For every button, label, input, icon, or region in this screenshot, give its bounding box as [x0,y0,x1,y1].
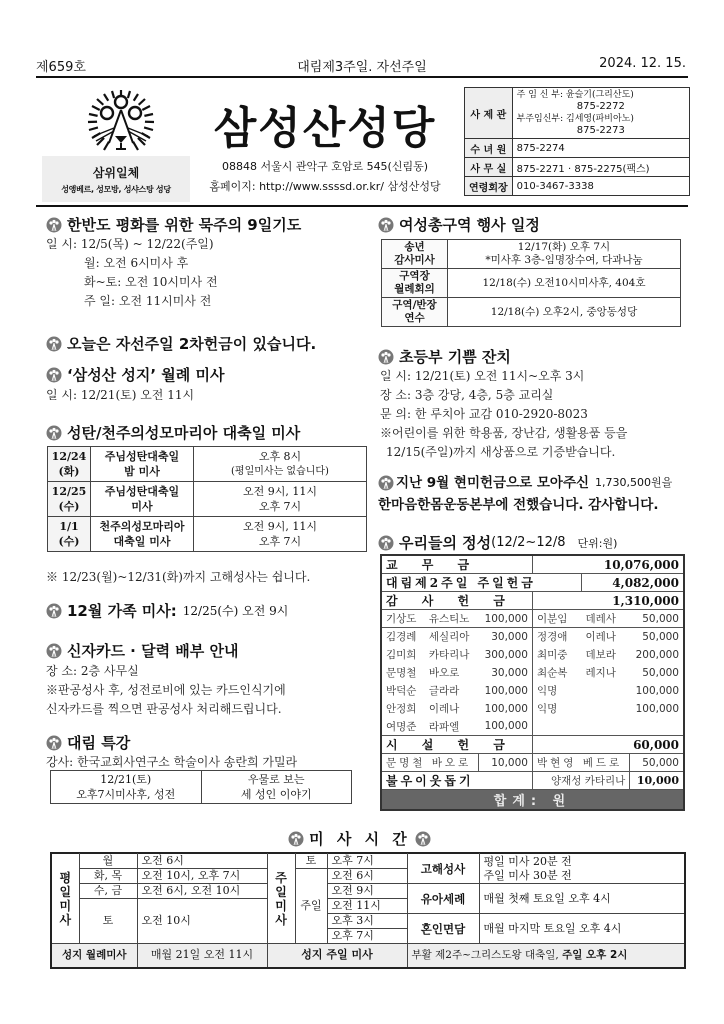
trinity-title: 삼위일체 [92,166,140,180]
christmas-mass-table [47,446,367,552]
offerings-table [380,554,685,811]
emblem-icon [378,349,394,365]
trinity-box [42,156,190,202]
section-cards-body: 장 소: 2층 사무실 ※판공성사 후, 성전로비에 있는 카드인식기에 신자카드를 찍으면 판공성사 처리해드립니다. [46,664,286,716]
shrine-date: 일 시: 12/21(토) 오전 11시 [46,388,195,402]
donor-row: 안정희 이레나 100,000 익명 100,000 [381,700,684,718]
rice-offering-notice: 지난 9월 현미헌금으로 모아주신 1,730,500원을 한마음한몸운동본부에 전했습니다. 감사합니다. [378,475,673,513]
novena-monday: 월: 오전 6시미사 후 [84,256,189,270]
table-row: 12/24 (화) 주님성탄대축일 밤 미사 오후 8시 (평일미사는 없습니다) [48,447,367,482]
council-label: 연령회장 [465,177,513,196]
church-address: 08848 서울시 관악구 호암로 545(신림동) [221,160,429,173]
family-mass-date: 12/25(수) 오전 9시 [182,604,289,618]
table-row: 12/25 (수) 주님성탄대축일 미사 오전 9시, 11시 오후 7시 [48,482,367,517]
table-row: 불우이웃돕기 양재성 카타리나 10,000 [381,772,684,790]
novena-sunday: 주 일: 오전 11시미사 전 [84,294,212,308]
section-family-mass: 12월 가족 미사: 12/25(수) 오전 9시 [46,600,288,621]
emblem-icon [378,217,394,233]
section-offerings-heading: 우리들의 정성 (12/2~12/8 단위:원) [378,532,617,553]
section-shrine-heading: ‘삼성산 성지’ 월례 미사 [46,364,224,385]
section-children-body: 일 시: 12/21(토) 오전 11시~오후 3시 장 소: 3층 강당, 4층, 5층 교리실 문 의: 한 루치아 교감 010-2920-8023 ※어린이를 위한 학용품, 장난감, 생활용품 등을 12/15(주일)까지 새상품으로 기증받습니다. [380,369,628,459]
header-divider [36,205,688,207]
donor-row: 문명철 바오로 10,000 박현영 베드로 50,000 [381,754,684,772]
table-row: 대림제2주일 주일헌금 4,082,000 [381,574,684,592]
issue-date: 2024. 12. 15. [599,56,686,71]
novena-dates: 일 시: 12/5(목) ~ 12/22(주일) [46,237,214,251]
emblem-icon [288,831,304,847]
issue-header [36,52,688,78]
women-events-table [381,239,681,327]
emblem-icon [415,831,431,847]
assistant-name: 부주임신부: 김세영(파비아노) [516,114,634,124]
issue-number: 제659호 [36,60,86,75]
table-row: 구역/반장 연수 12/18(수) 오후2시, 중앙동성당 [382,298,681,327]
liturgical-week: 대림제3주일. 자선주일 [297,60,427,75]
emblem-icon [46,367,62,383]
trinity-subtitle: 성앵베르, 성모방, 성샤스탕 성당 [61,185,171,194]
lecture-table [50,770,352,804]
rectory-label: 사 제 관 [465,88,513,139]
convent-phone: 875-2274 [512,139,689,158]
emblem-icon [46,425,62,441]
section-women-heading: 여성총구역 행사 일정 [378,214,540,235]
contact-row-office [465,158,690,177]
donor-row: 김경례 세실리아 30,000 정경애 이레나 50,000 [381,628,684,646]
section-lecture-heading: 대림 특강 [46,732,130,753]
table-row: 구역장 월례회의 12/18(수) 오전10시미사후, 404호 [382,269,681,298]
pastor-phone: 875-2272 [576,101,625,112]
contact-row-convent [465,139,690,158]
donor-row: 박덕순 글라라 100,000 익명 100,000 [381,682,684,700]
pastor-name: 주 임 신 부: 윤슬기(그리산도) [516,90,634,100]
total-row: 합계: 원 [381,790,684,811]
section-collection-heading: 오늘은 자선주일 2차헌금이 있습니다. [46,333,316,354]
table-row: 교 무 금 10,076,000 [381,555,684,574]
section-novena-heading: 한반도 평화를 위한 묵주의 9일기도 [46,214,301,235]
convent-label: 수 녀 원 [465,139,513,158]
section-mass-times-heading: 미 사 시 간 [0,828,724,849]
emblem-icon [46,603,62,619]
contacts-table [464,87,690,196]
lecture-speaker: 강사: 한국교회사연구소 학술이사 송란희 가밀라 [46,755,298,769]
donor-row: 문명철 바오로 30,000 최순복 레지나 50,000 [381,664,684,682]
novena-weekday: 화~토: 오전 10시미사 전 [84,275,218,289]
table-row: 시 설 헌 금 60,000 [381,736,684,754]
table-row: 1/1 (수) 천주의성모마리아 대축일 미사 오전 9시, 11시 오후 7시 [48,517,367,552]
table-row: 감 사 헌 금 1,310,000 [381,592,684,610]
table-row: 송년 감사미사 12/17(화) 오후 7시 *미사후 3층-임명장수여, 다과나눔 [382,240,681,269]
emblem-icon [378,475,394,491]
donor-row: 김미희 카타리나 300,000 최미중 데보라 200,000 [381,646,684,664]
weekday-mass-label: 평 일 미 사 [51,853,79,944]
section-children-heading: 초등부 기쁨 잔치 [378,346,511,367]
mass-times-table: 평 일 미 사 월 오전 6시 주 일 미 사 토 오후 7시 고해성사 평일 미사 20분 전 주일 미사 30분 전 화, 목 오전 10시, 오후 7시 주일 오전 6시 오전 9시 유아세례 매월 첫째 토요일 오후 4시 수, 금 오전 6시, 오전 10시 오전 11시 토 오전 10시 오후 3시 혼인면담 매월 마지막 토요일 오후 4시 오후 7시 성지 월례미사 매월 21일 오전 11시 성지 주일 미사 부활 제2주~그리스도왕 대축일, 주일 오후 2시 [50,852,686,969]
contact-row-rectory [465,88,690,139]
section-christmas-heading: 성탄/천주의성모마리아 대축일 미사 [46,422,300,443]
section-novena-body [46,235,366,311]
church-logo-icon [84,88,158,154]
sunday-mass-label: 주 일 미 사 [267,853,295,944]
confession-note: ※ 12/23(월)~12/31(화)까지 고해성사는 쉽니다. [46,570,311,584]
emblem-icon [46,217,62,233]
donor-row: 기상도 유스티노 100,000 이분임 데레사 50,000 [381,610,684,628]
donor-row: 여명준 라파엘 100,000 [381,718,684,736]
church-name: 삼성산성당 [213,103,437,154]
shrine-mass-row: 성지 월례미사 매월 21일 오전 11시 성지 주일 미사 부활 제2주~그리스도왕 대축일, 주일 오후 2시 [51,944,685,968]
emblem-icon [378,535,394,551]
office-phone: 875-2271 · 875-2275(팩스) [512,158,689,177]
council-phone: 010-3467-3338 [512,177,689,196]
church-homepage[interactable]: 홈페이지: http://www.ssssd.or.kr/ 삼성산성당 [209,180,441,193]
contact-row-council [465,177,690,196]
emblem-icon [46,336,62,352]
section-cards-heading: 신자카드 · 달력 배부 안내 [46,640,239,661]
table-row: 12/21(토) 오후7시미사후, 성전 우물로 보는 세 성인 이야기 [51,771,352,804]
assistant-phone: 875-2273 [576,125,625,136]
office-label: 사 무 실 [465,158,513,177]
emblem-icon [46,643,62,659]
emblem-icon [46,735,62,751]
